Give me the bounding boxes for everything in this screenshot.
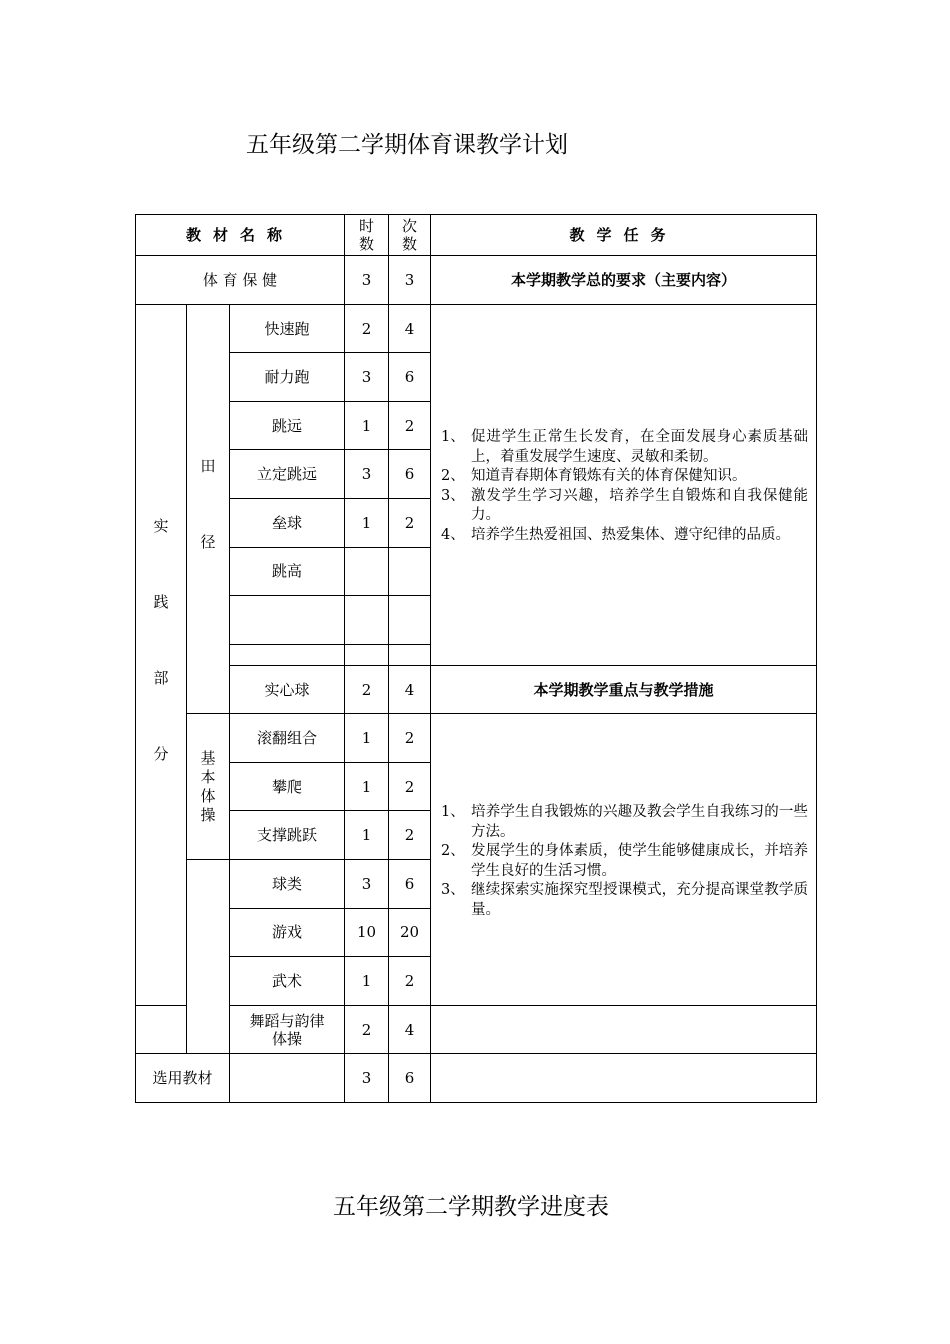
header-times-top: 次 (402, 217, 418, 236)
material-hours: 3 (345, 353, 389, 402)
material-name: 球类 (230, 860, 345, 909)
material-hours: 10 (345, 908, 389, 957)
table-row (136, 714, 817, 763)
requirement-text: 知道青春期体育锻炼有关的体育保健知识。 (471, 468, 747, 485)
measures-title: 本学期教学重点与教学措施 (431, 665, 817, 714)
requirement-text: 促进学生正常生长发育，在全面发展身心素质基础上，着重发展学生速度、灵敏和柔韧。 (471, 429, 809, 465)
material-times: 4 (389, 304, 431, 353)
material-name: 武术 (230, 957, 345, 1006)
measure-item (441, 842, 809, 881)
track-char: 径 (200, 533, 216, 552)
material-hours: 1 (345, 401, 389, 450)
practice-label (136, 304, 187, 1005)
material-times: 2 (389, 811, 431, 860)
material-times: 4 (389, 665, 431, 714)
material-times: 2 (389, 498, 431, 547)
requirement-number: 2、 (441, 468, 465, 485)
header-hours (345, 215, 389, 256)
gym-char: 操 (200, 805, 216, 824)
health-times: 3 (389, 256, 431, 305)
table-row (136, 1054, 817, 1103)
requirement-item (441, 526, 808, 546)
material-hours: 1 (345, 811, 389, 860)
measure-item (441, 803, 809, 842)
gym-label (187, 714, 230, 860)
table-row (136, 304, 817, 353)
practice-char: 分 (153, 744, 169, 763)
material-name: 支撑跳跃 (230, 811, 345, 860)
requirement-item (441, 467, 808, 487)
requirement-text: 激发学生学习兴趣，培养学生自锻炼和自我保健能力。 (471, 487, 809, 524)
requirements-list (431, 424, 816, 545)
teaching-plan-table (135, 214, 817, 1103)
material-hours: 1 (345, 714, 389, 763)
practice-char: 践 (153, 592, 169, 611)
elective-hours: 3 (345, 1054, 389, 1103)
header-hours-bottom: 数 (359, 235, 375, 254)
requirements-title: 本学期教学总的要求（主要内容） (431, 256, 817, 305)
empty-cell (389, 596, 431, 645)
material-hours: 1 (345, 498, 389, 547)
track-label (187, 304, 230, 714)
dance-line2: 体操 (272, 1029, 303, 1048)
material-hours: 1 (345, 762, 389, 811)
material-name: 跳高 (230, 547, 345, 596)
material-times: 6 (389, 450, 431, 499)
header-hours-top: 时 (359, 217, 375, 236)
empty-cell (345, 644, 389, 665)
table-row (136, 1005, 817, 1054)
gym-char: 本 (200, 767, 216, 786)
material-name: 游戏 (230, 908, 345, 957)
material-name: 滚翻组合 (230, 714, 345, 763)
material-hours: 1 (345, 957, 389, 1006)
dance-line1: 舞蹈与韵律 (249, 1011, 325, 1030)
material-times: 2 (389, 762, 431, 811)
material-times (389, 547, 431, 596)
measure-text: 培养学生自我锻炼的兴趣及教会学生自我练习的一些方法。 (471, 804, 809, 840)
measures-list (431, 799, 816, 920)
empty-cell (230, 1054, 345, 1103)
material-hours: 2 (345, 304, 389, 353)
empty-cell (431, 1054, 817, 1103)
health-hours: 3 (345, 256, 389, 305)
material-name: 跳远 (230, 401, 345, 450)
header-material: 教材名称 (136, 215, 345, 256)
health-label: 体 育 保 健 (136, 256, 345, 305)
table-row (136, 665, 817, 714)
practice-char: 部 (153, 668, 169, 687)
table-row (136, 256, 817, 305)
measure-text: 继续探索实施探究型授课模式，充分提高课堂教学质量。 (471, 882, 809, 918)
requirements-cell (431, 304, 817, 665)
elective-label: 选用教材 (136, 1054, 230, 1103)
gym-char: 基 (200, 748, 216, 767)
requirement-number: 3、 (441, 487, 465, 504)
empty-cell (230, 596, 345, 645)
material-times: 4 (389, 1005, 431, 1054)
gym-char: 体 (200, 786, 216, 805)
measures-cell (431, 714, 817, 1005)
material-name: 耐力跑 (230, 353, 345, 402)
empty-cell (345, 596, 389, 645)
empty-cell (136, 1005, 187, 1054)
page-title: 五年级第二学期体育课教学计划 (246, 132, 568, 158)
header-times (389, 215, 431, 256)
second-title: 五年级第二学期教学进度表 (333, 1194, 609, 1220)
track-char: 田 (200, 457, 216, 476)
material-hours (345, 547, 389, 596)
other-group-label (187, 860, 230, 1054)
header-times-bottom: 数 (402, 235, 418, 254)
material-times: 20 (389, 908, 431, 957)
header-row (136, 215, 817, 256)
material-name: 攀爬 (230, 762, 345, 811)
material-hours: 3 (345, 860, 389, 909)
requirement-item (441, 428, 809, 467)
empty-cell (230, 644, 345, 665)
material-hours: 2 (345, 1005, 389, 1054)
material-hours: 3 (345, 450, 389, 499)
header-tasks: 教学任务 (431, 215, 817, 256)
material-hours: 2 (345, 665, 389, 714)
empty-cell (389, 644, 431, 665)
measure-number: 1、 (441, 804, 465, 821)
material-times: 6 (389, 860, 431, 909)
material-times: 6 (389, 353, 431, 402)
material-name: 垒球 (230, 498, 345, 547)
material-name: 立定跳远 (230, 450, 345, 499)
empty-cell (431, 1005, 817, 1054)
material-times: 2 (389, 401, 431, 450)
measure-number: 3、 (441, 882, 465, 899)
requirement-number: 1、 (441, 429, 465, 446)
material-name-dance (230, 1005, 345, 1054)
practice-char: 实 (153, 516, 169, 535)
requirement-text: 培养学生热爱祖国、热爱集体、遵守纪律的品质。 (471, 526, 791, 543)
material-name: 快速跑 (230, 304, 345, 353)
material-name: 实心球 (230, 665, 345, 714)
requirement-number: 4、 (441, 526, 465, 543)
measure-text: 发展学生的身体素质，使学生能够健康成长，并培养学生良好的生活习惯。 (471, 843, 809, 879)
measure-number: 2、 (441, 843, 465, 860)
requirement-item (441, 487, 809, 526)
elective-times: 6 (389, 1054, 431, 1103)
material-times: 2 (389, 957, 431, 1006)
material-times: 2 (389, 714, 431, 763)
measure-item (441, 881, 809, 920)
